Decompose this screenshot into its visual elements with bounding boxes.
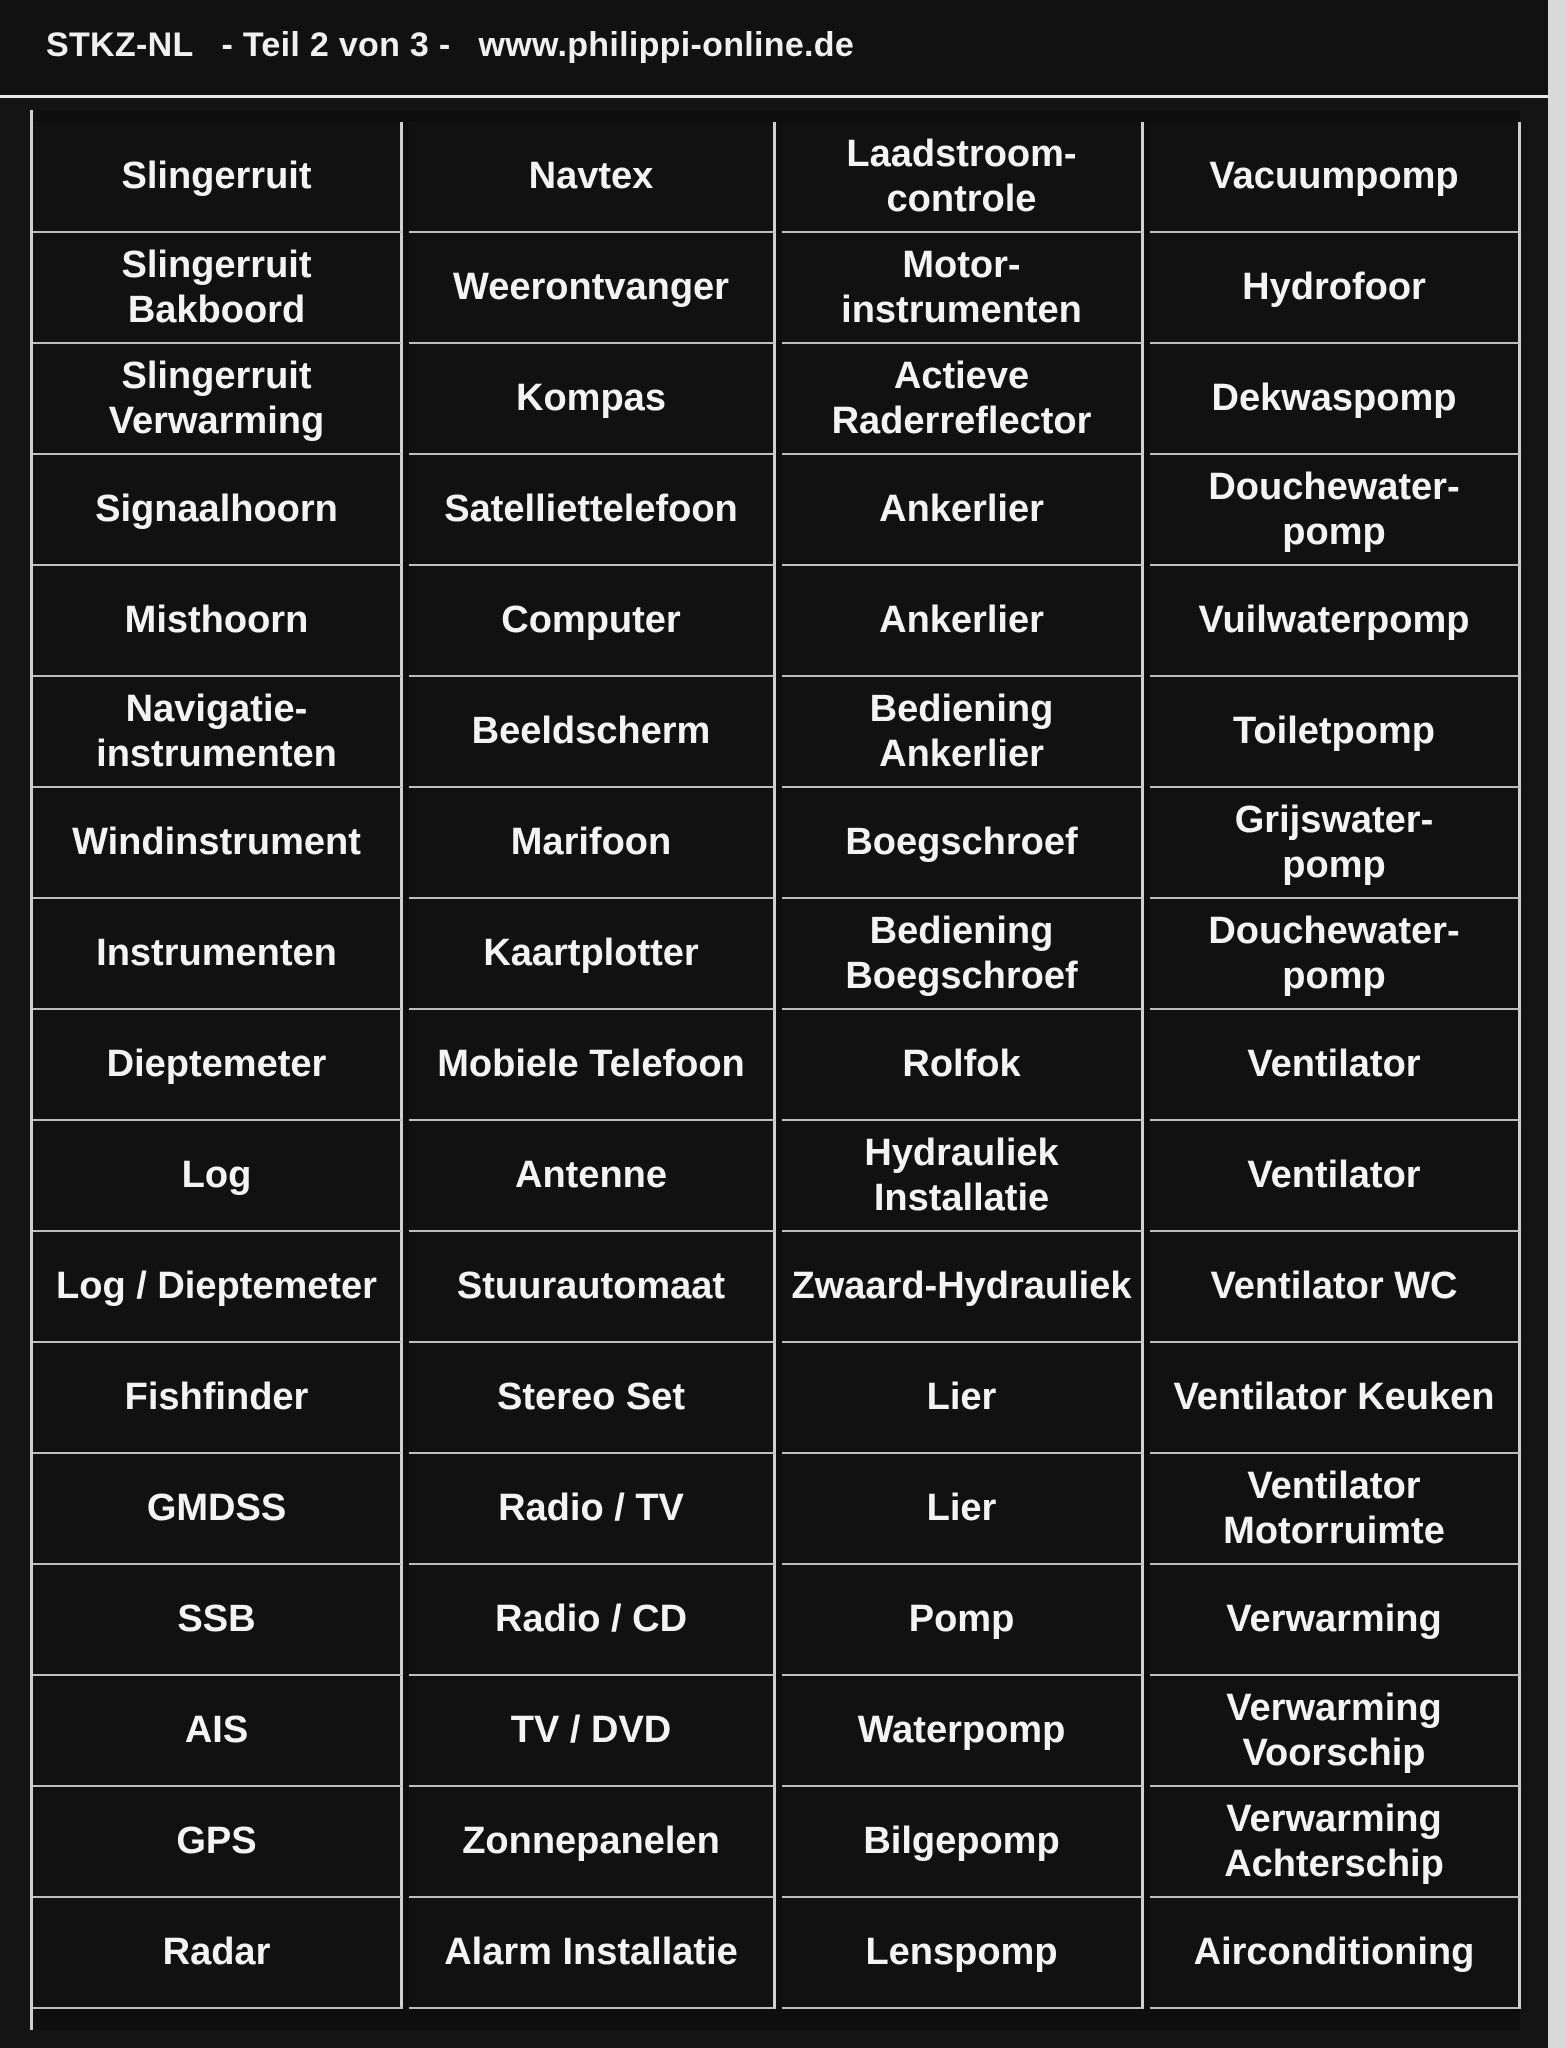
sticker-label: Ventilator bbox=[1150, 1121, 1521, 1232]
sticker-label: Navigatie- instrumenten bbox=[33, 677, 403, 788]
sticker-label: Computer bbox=[409, 566, 776, 677]
page-edge bbox=[1548, 0, 1566, 2048]
sticker-label: Verwarming Voorschip bbox=[1150, 1676, 1521, 1787]
sticker-label: Stereo Set bbox=[409, 1343, 776, 1454]
sticker-label: Antenne bbox=[409, 1121, 776, 1232]
sticker-label: Stuurautomaat bbox=[409, 1232, 776, 1343]
sticker-label: Marifoon bbox=[409, 788, 776, 899]
website-url: www.philippi-online.de bbox=[478, 26, 855, 64]
sticker-label: Hydrofoor bbox=[1150, 233, 1521, 344]
sticker-label: Toiletpomp bbox=[1150, 677, 1521, 788]
sticker-label: Douchewater- pomp bbox=[1150, 455, 1521, 566]
sticker-label: Instrumenten bbox=[33, 899, 403, 1010]
sticker-label: Grijswater- pomp bbox=[1150, 788, 1521, 899]
sticker-label: Verwarming bbox=[1150, 1565, 1521, 1676]
sticker-label: Ventilator Motorruimte bbox=[1150, 1454, 1521, 1565]
sticker-label: Ankerlier bbox=[782, 455, 1144, 566]
sticker-label: Slingerruit Verwarming bbox=[33, 344, 403, 455]
sticker-label: GMDSS bbox=[33, 1454, 403, 1565]
sticker-label: Dieptemeter bbox=[33, 1010, 403, 1121]
sticker-label: Navtex bbox=[409, 122, 776, 233]
sticker-sheet bbox=[30, 110, 1520, 2030]
sticker-label: Mobiele Telefoon bbox=[409, 1010, 776, 1121]
sticker-label: GPS bbox=[33, 1787, 403, 1898]
sticker-label: Alarm Installatie bbox=[409, 1898, 776, 2009]
sticker-label: Douchewater- pomp bbox=[1150, 899, 1521, 1010]
sticker-label: Log / Dieptemeter bbox=[33, 1232, 403, 1343]
sticker-label: Radio / CD bbox=[409, 1565, 776, 1676]
header-text bbox=[46, 26, 882, 65]
sticker-label: Lenspomp bbox=[782, 1898, 1144, 2009]
sticker-label: Zwaard-Hydrauliek bbox=[782, 1232, 1144, 1343]
sticker-label: Ventilator bbox=[1150, 1010, 1521, 1121]
sticker-label: Dekwaspomp bbox=[1150, 344, 1521, 455]
header-bar bbox=[0, 0, 1548, 98]
sticker-label: Ventilator Keuken bbox=[1150, 1343, 1521, 1454]
sticker-label: Airconditioning bbox=[1150, 1898, 1521, 2009]
sticker-label: SSB bbox=[33, 1565, 403, 1676]
sticker-label: TV / DVD bbox=[409, 1676, 776, 1787]
sticker-label: Pomp bbox=[782, 1565, 1144, 1676]
sticker-label: Bediening Boegschroef bbox=[782, 899, 1144, 1010]
sticker-label: Kaartplotter bbox=[409, 899, 776, 1010]
sticker-label: Vacuumpomp bbox=[1150, 122, 1521, 233]
sticker-label: Vuilwaterpomp bbox=[1150, 566, 1521, 677]
sticker-label: Beeldscherm bbox=[409, 677, 776, 788]
sticker-label: Laadstroom- controle bbox=[782, 122, 1144, 233]
product-code: STKZ-NL bbox=[46, 26, 194, 64]
sticker-label: Fishfinder bbox=[33, 1343, 403, 1454]
sticker-label: Radio / TV bbox=[409, 1454, 776, 1565]
sticker-label: AIS bbox=[33, 1676, 403, 1787]
sticker-label: Verwarming Achterschip bbox=[1150, 1787, 1521, 1898]
sticker-label: Slingerruit bbox=[33, 122, 403, 233]
sticker-label: Weerontvanger bbox=[409, 233, 776, 344]
sticker-label: Zonnepanelen bbox=[409, 1787, 776, 1898]
part-indicator: - Teil 2 von 3 - bbox=[221, 26, 451, 64]
sticker-label: Slingerruit Bakboord bbox=[33, 233, 403, 344]
sticker-label: Hydrauliek Installatie bbox=[782, 1121, 1144, 1232]
sticker-label: Rolfok bbox=[782, 1010, 1144, 1121]
sticker-label: Ankerlier bbox=[782, 566, 1144, 677]
sticker-label: Signaalhoorn bbox=[33, 455, 403, 566]
sticker-label: Actieve Raderreflector bbox=[782, 344, 1144, 455]
sticker-label: Motor- instrumenten bbox=[782, 233, 1144, 344]
sticker-label: Bilgepomp bbox=[782, 1787, 1144, 1898]
sticker-label: Lier bbox=[782, 1454, 1144, 1565]
sticker-label: Ventilator WC bbox=[1150, 1232, 1521, 1343]
sticker-label: Satelliettelefoon bbox=[409, 455, 776, 566]
sticker-label: Misthoorn bbox=[33, 566, 403, 677]
sticker-label: Kompas bbox=[409, 344, 776, 455]
sticker-label: Windinstrument bbox=[33, 788, 403, 899]
sticker-label: Log bbox=[33, 1121, 403, 1232]
sticker-label: Radar bbox=[33, 1898, 403, 2009]
sticker-label: Lier bbox=[782, 1343, 1144, 1454]
sticker-label: Bediening Ankerlier bbox=[782, 677, 1144, 788]
sticker-label: Boegschroef bbox=[782, 788, 1144, 899]
sticker-label: Waterpomp bbox=[782, 1676, 1144, 1787]
